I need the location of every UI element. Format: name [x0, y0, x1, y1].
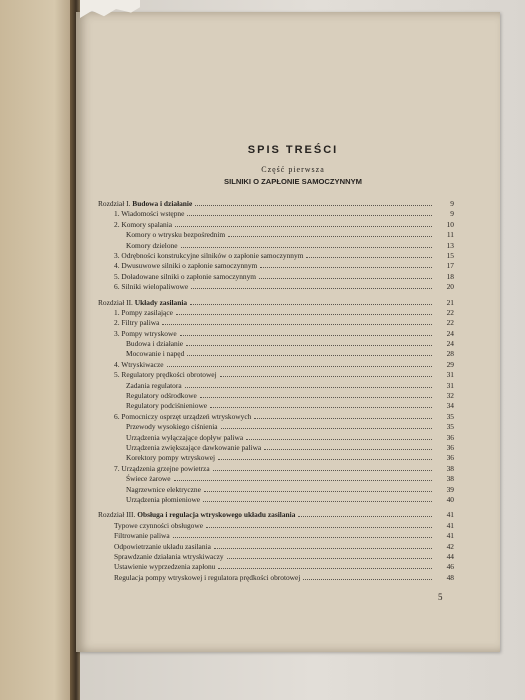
entry-title: Urządzenia płomieniowe — [126, 494, 201, 504]
entry-page: 28 — [446, 349, 454, 359]
part-subtitle: SILNIKI O ZAPŁONIE SAMOCZYNNYM — [224, 177, 362, 186]
entry-page: 31 — [446, 370, 454, 380]
entry-title: Regulatory odśrodkowe — [126, 391, 197, 401]
entry-page: 10 — [446, 219, 454, 229]
dot-leader — [195, 205, 432, 206]
dot-leader — [260, 267, 432, 268]
dot-leader — [174, 480, 432, 481]
dot-leader — [228, 236, 432, 237]
toc-entry-row — [98, 370, 454, 380]
toc-entry-row — [98, 329, 454, 339]
toc-entry-row — [98, 282, 454, 292]
dot-leader — [259, 278, 432, 279]
entry-page: 36 — [446, 432, 454, 442]
chapter-prefix: Rozdział II. — [98, 297, 133, 307]
entry-page: 18 — [446, 271, 454, 281]
dot-leader — [181, 247, 432, 248]
entry-title: 2. Filtry paliwa — [114, 318, 160, 328]
dot-leader — [264, 449, 432, 450]
dot-leader — [221, 428, 432, 429]
chapter-page: 21 — [446, 297, 454, 307]
chapter-prefix: Rozdział I. — [98, 199, 131, 208]
toc-entry-row — [98, 495, 454, 505]
entry-title: Świece żarowe — [126, 474, 171, 484]
entry-title: Budowa i działanie — [126, 339, 184, 349]
dot-leader — [204, 491, 432, 492]
toc-entry-row — [98, 412, 454, 422]
entry-title: 3. Pompy wtryskowe — [114, 328, 177, 338]
chapter-page: 41 — [446, 510, 454, 520]
dot-leader — [206, 527, 432, 528]
toc-entry-row — [98, 318, 454, 328]
toc-entry-row — [98, 360, 454, 370]
toc-entry-row — [98, 349, 454, 359]
entry-page: 36 — [446, 453, 454, 463]
dot-leader — [203, 501, 432, 502]
entry-title: Zadania regulatora — [126, 380, 182, 390]
entry-title: Korektory pompy wtryskowej — [126, 453, 216, 463]
entry-page: 46 — [446, 562, 454, 572]
entry-title: 4. Wtryskiwacze — [114, 359, 164, 369]
toc-entry-row — [98, 308, 454, 318]
toc-entry-row — [98, 401, 454, 411]
toc-entry-row — [98, 220, 454, 230]
chapter-page: 9 — [450, 199, 454, 208]
entry-title: 6. Silniki wielopaliwowe — [114, 282, 189, 292]
dot-leader — [191, 288, 432, 289]
entry-title: 6. Pomocniczy osprzęt urządzeń wtryskowych — [114, 411, 252, 421]
toc-entry-row — [98, 381, 454, 391]
entry-page: 38 — [446, 474, 454, 484]
dot-leader — [162, 324, 432, 325]
entry-title: 1. Pompy zasilające — [114, 307, 173, 317]
toc-entry-row — [98, 272, 454, 282]
toc-entry-row — [98, 542, 454, 552]
table-of-contents — [98, 144, 454, 583]
entry-page: 48 — [446, 572, 454, 582]
dot-leader — [306, 257, 432, 258]
entry-page: 38 — [446, 463, 454, 473]
dot-leader — [167, 366, 432, 367]
entry-title: 2. Komory spalania — [114, 219, 173, 229]
entry-page: 22 — [446, 318, 454, 328]
entry-title: Sprawdzanie działania wtryskiwaczy — [114, 551, 224, 561]
entry-title: Komory dzielone — [126, 240, 178, 250]
dot-leader — [185, 387, 432, 388]
entry-title: Urządzenia wyłączające dopływ paliwa — [126, 432, 244, 442]
chapter-prefix: Rozdział III. — [98, 510, 136, 520]
toc-title: SPIS TREŚCI — [247, 144, 339, 156]
toc-entry-row — [98, 433, 454, 443]
entry-page: 22 — [446, 307, 454, 317]
entry-title: Regulatory podciśnieniowe — [126, 401, 208, 411]
entry-title: 5. Doładowane silniki o zapłonie samoczynnym — [114, 271, 257, 281]
toc-chapter-row — [98, 510, 454, 520]
dot-leader — [218, 459, 432, 460]
dot-leader — [210, 407, 432, 408]
dot-leader — [213, 470, 432, 471]
dot-leader — [190, 304, 432, 305]
dot-leader — [180, 335, 432, 336]
entry-page: 13 — [446, 240, 454, 250]
entry-title: 4. Dwusuwowe silniki o zapłonie samoczynnym — [114, 261, 258, 271]
entry-title: 3. Odrębności konstrukcyjne silników o zapłonie samoczynnym — [114, 250, 304, 260]
entry-page: 9 — [450, 209, 454, 219]
chapter-heading — [98, 298, 187, 308]
dot-leader — [218, 568, 432, 569]
dot-leader — [298, 516, 432, 517]
toc-entry-row — [98, 230, 454, 240]
entry-page: 36 — [446, 442, 454, 452]
dot-leader — [175, 226, 432, 227]
chapter-heading — [98, 199, 192, 209]
toc-entry-row — [98, 573, 454, 583]
chapter-title: Budowa i działanie — [132, 199, 193, 208]
dot-leader — [186, 345, 432, 346]
entry-page: 31 — [446, 380, 454, 390]
toc-entry-row — [98, 485, 454, 495]
dot-leader — [187, 215, 432, 216]
page-number: 5 — [438, 592, 443, 602]
toc-list — [98, 199, 454, 583]
toc-entry-row — [98, 521, 454, 531]
dot-leader — [200, 397, 432, 398]
toc-entry-row — [98, 531, 454, 541]
entry-page: 41 — [446, 520, 454, 530]
entry-page: 17 — [446, 261, 454, 271]
entry-title: Odpowietrzanie układu zasilania — [114, 541, 211, 551]
entry-page: 41 — [446, 531, 454, 541]
entry-title: Ustawienie wyprzedzenia zapłonu — [114, 562, 216, 572]
entry-page: 35 — [446, 422, 454, 432]
entry-title: 1. Wiadomości wstępne — [114, 209, 185, 219]
dot-leader — [176, 314, 432, 315]
entry-title: Nagrzewnice elektryczne — [126, 484, 201, 494]
entry-page: 24 — [446, 339, 454, 349]
toc-entry-row — [98, 443, 454, 453]
toc-entry-row — [98, 552, 454, 562]
chapter-title: Układy zasilania — [134, 297, 188, 307]
entry-title: 5. Regulatory prędkości obrotowej — [114, 370, 217, 380]
entry-page: 42 — [446, 541, 454, 551]
entry-page: 35 — [446, 411, 454, 421]
left-page — [0, 0, 78, 700]
toc-chapter-row — [98, 298, 454, 308]
entry-title: Mocowanie i napęd — [126, 349, 185, 359]
chapter-title: Obsługa i regulacja wtryskowego układu zasilania — [137, 510, 296, 520]
dot-leader — [220, 376, 432, 377]
toc-chapter-row — [98, 199, 454, 209]
toc-entry-row — [98, 339, 454, 349]
toc-entry-row — [98, 209, 454, 219]
entry-page: 11 — [446, 230, 454, 240]
entry-title: 7. Urządzenia grzejne powietrza — [114, 463, 210, 473]
toc-entry-row — [98, 391, 454, 401]
entry-page: 34 — [446, 401, 454, 411]
toc-entry-row — [98, 464, 454, 474]
dot-leader — [303, 579, 432, 580]
toc-entry-row — [98, 251, 454, 261]
toc-entry-row — [98, 453, 454, 463]
dot-leader — [173, 537, 432, 538]
entry-page: 39 — [446, 484, 454, 494]
entry-title: Urządzenia zwiększające dawkowanie paliwa — [126, 442, 262, 452]
entry-page: 44 — [446, 551, 454, 561]
entry-title: Typowe czynności obsługowe — [114, 520, 203, 530]
chapter-heading — [98, 510, 295, 520]
toc-entry-row — [98, 562, 454, 572]
part-label: Część pierwsza — [261, 165, 325, 174]
entry-page: 15 — [446, 250, 454, 260]
toc-entry-row — [98, 261, 454, 271]
entry-page: 24 — [446, 328, 454, 338]
entry-page: 29 — [446, 359, 454, 369]
toc-entry-row — [98, 422, 454, 432]
dot-leader — [187, 355, 432, 356]
entry-page: 32 — [446, 391, 454, 401]
dot-leader — [214, 548, 432, 549]
entry-page: 40 — [446, 494, 454, 504]
toc-entry-row — [98, 241, 454, 251]
entry-page: 20 — [446, 282, 454, 292]
toc-entry-row — [98, 474, 454, 484]
dot-leader — [227, 558, 432, 559]
entry-title: Przewody wysokiego ciśnienia — [126, 422, 218, 432]
dot-leader — [254, 418, 432, 419]
dot-leader — [246, 439, 432, 440]
entry-title: Komory o wtrysku bezpośrednim — [126, 230, 226, 240]
entry-title: Regulacja pompy wtryskowej i regulatora prędkości obrotowej — [114, 572, 301, 582]
entry-title: Filtrowanie paliwa — [114, 531, 170, 541]
